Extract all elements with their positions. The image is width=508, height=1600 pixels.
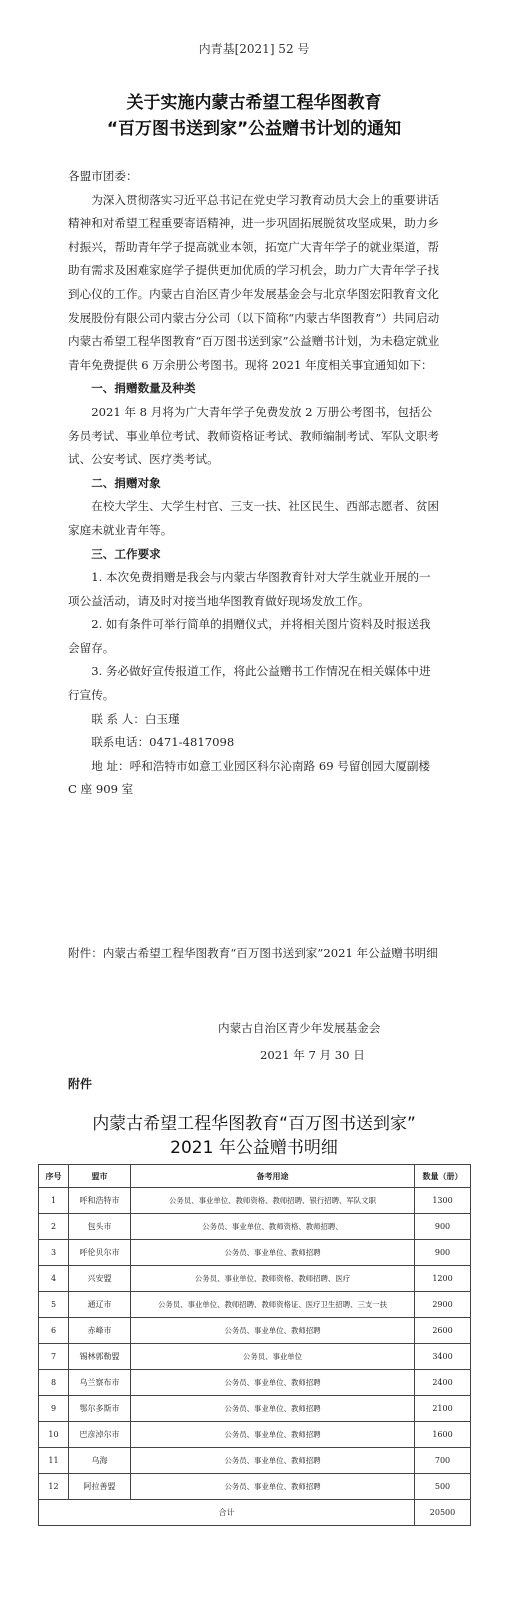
requirement-3: 3. 务必做好宣传报道工作，将此公益赠书工作情况在相关媒体中进行宣传。 [68, 664, 431, 703]
row-city: 乌兰察布市 [69, 1370, 131, 1396]
row-usage: 公务员、事业单位 [131, 1344, 415, 1370]
row-usage: 公务员、事业单位、教师资格、教师招聘、 [131, 1214, 415, 1240]
row-city: 呼和浩特市 [69, 1188, 131, 1214]
intro-paragraph: 为深入贯彻落实习近平总书记在党史学习教育动员大会上的重要讲话精神和对希望工程重要寄语精神，进一步巩固拓展脱贫攻坚成果，助力乡村振兴，帮助青年学子提高就业本领，拓宽广大青年学子的就业渠道，帮助有需求及困难家庭学子提供更加优质的学习机会，助力广大青年学子找到心仪的工作。内蒙古自治区青少年发展基金会与北京华图宏阳教育文化发展股份有限公司内蒙古分公司（以下简称“内蒙古华图教育”）共同启动内蒙古希望工程华图教育“百万图书送到家”公益赠书计划，为未稳定就业青年免费提供 6 万余册公考图书。现将 2021 年度相关事宜通知如下： [68, 192, 440, 372]
column-header-index: 序号 [39, 1165, 69, 1188]
row-quantity: 1200 [415, 1266, 471, 1292]
table-row [39, 1188, 471, 1214]
table-row [39, 1240, 471, 1266]
table-row [39, 1474, 471, 1500]
table-row [39, 1292, 471, 1318]
row-index: 5 [39, 1292, 69, 1318]
row-city: 兴安盟 [69, 1266, 131, 1292]
table-row [39, 1266, 471, 1292]
row-index: 12 [39, 1474, 69, 1500]
table-total-row [39, 1500, 471, 1526]
table-row [39, 1396, 471, 1422]
section-heading-requirements: 三、工作要求 [91, 546, 161, 561]
table-row [39, 1318, 471, 1344]
row-quantity: 900 [415, 1240, 471, 1266]
contact-phone: 联系电话：0471-4817098 [91, 735, 235, 750]
row-usage: 公务员、事业单位、教师招聘 [131, 1422, 415, 1448]
row-city: 呼伦贝尔市 [69, 1240, 131, 1266]
row-index: 9 [39, 1396, 69, 1422]
table-row [39, 1448, 471, 1474]
row-quantity: 2600 [415, 1318, 471, 1344]
column-header-quantity: 数量（册） [415, 1165, 471, 1188]
row-quantity: 900 [415, 1214, 471, 1240]
notice-title [0, 90, 508, 142]
notice-title-line2: “百万图书送到家”公益赠书计划的通知 [106, 119, 402, 139]
contact-address: 地 址：呼和浩特市如意工业园区科尔沁南路 69 号留创园大厦副楼 C 座 909 室 [68, 758, 431, 797]
table-row [39, 1214, 471, 1240]
requirement-1: 1. 本次免费捐赠是我会与内蒙古华图教育针对大学生就业开展的一项公益活动，请及时对接当地华图教育做好现场发放工作。 [68, 570, 431, 608]
notice-title-line1: 关于实施内蒙古希望工程华图教育 [126, 93, 382, 113]
row-quantity: 1300 [415, 1188, 471, 1214]
contact-person: 联 系 人：白玉瑾 [91, 711, 180, 726]
table-row [39, 1344, 471, 1370]
attachment-label: 附件 [68, 1077, 93, 1091]
salutation: 各盟市团委： [68, 169, 138, 183]
table-row [39, 1422, 471, 1448]
detail-title-line1: 内蒙古希望工程华图教育“百万图书送到家” [92, 1114, 416, 1134]
row-quantity: 2400 [415, 1370, 471, 1396]
row-usage: 公务员、事业单位、教师资格、教师招聘、银行招聘、军队文职 [131, 1188, 415, 1214]
document-number: 内青基[2021] 52 号 [198, 42, 310, 56]
total-value: 20500 [415, 1500, 471, 1526]
row-index: 6 [39, 1318, 69, 1344]
column-header-usage: 备考用途 [131, 1165, 415, 1188]
row-city: 鄂尔多斯市 [69, 1396, 131, 1422]
row-usage: 公务员、事业单位、教师招聘 [131, 1370, 415, 1396]
row-city: 通辽市 [69, 1292, 131, 1318]
row-city: 赤峰市 [69, 1318, 131, 1344]
row-index: 10 [39, 1422, 69, 1448]
row-index: 2 [39, 1214, 69, 1240]
row-city: 巴彦淖尔市 [69, 1422, 131, 1448]
row-index: 4 [39, 1266, 69, 1292]
row-quantity: 2100 [415, 1396, 471, 1422]
attachment-reference: 附件：内蒙古希望工程华图教育“百万图书送到家”2021 年公益赠书明细 [68, 946, 438, 960]
section-text-quantity: 2021 年 8 月将为广大青年学子免费发放 2 万册公考图书，包括公务员考试、事业单位考试、教师资格证考试、教师编制考试、军队文职考试、公安考试、医疗类考试。 [68, 404, 440, 467]
requirement-2: 2. 如有条件可举行简单的捐赠仪式，并将相关图片资料及时报送我会留存。 [68, 617, 431, 655]
row-quantity: 3400 [415, 1344, 471, 1370]
table-row [39, 1370, 471, 1396]
row-index: 3 [39, 1240, 69, 1266]
row-quantity: 2900 [415, 1292, 471, 1318]
signature-organization: 内蒙古自治区青少年发展基金会 [218, 1021, 381, 1035]
detail-title-line2: 2021 年公益赠书明细 [170, 1138, 338, 1158]
section-text-recipients: 在校大学生、大学生村官、三支一扶、社区民生、西部志愿者、贫困家庭未就业青年等。 [68, 499, 440, 537]
row-usage: 公务员、事业单位、教师招聘 [131, 1240, 415, 1266]
row-city: 包头市 [69, 1214, 131, 1240]
donation-detail-table [38, 1164, 471, 1526]
total-label: 合计 [39, 1500, 415, 1526]
row-quantity: 500 [415, 1474, 471, 1500]
row-city: 锡林郭勒盟 [69, 1344, 131, 1370]
row-index: 8 [39, 1370, 69, 1396]
row-city: 乌海 [69, 1448, 131, 1474]
column-header-city: 盟市 [69, 1165, 131, 1188]
row-quantity: 700 [415, 1448, 471, 1474]
letter-body [68, 165, 440, 802]
row-usage: 公务员、事业单位、教师招聘 [131, 1474, 415, 1500]
row-city: 阿拉善盟 [69, 1474, 131, 1500]
signature-date: 2021 年 7 月 30 日 [260, 1048, 365, 1062]
row-usage: 公务员、事业单位、教师招聘、教师资格证、医疗卫生招聘、三支一扶 [131, 1292, 415, 1318]
row-quantity: 1600 [415, 1422, 471, 1448]
table-header-row [39, 1165, 471, 1188]
row-index: 7 [39, 1344, 69, 1370]
row-index: 11 [39, 1448, 69, 1474]
attachment-note [68, 942, 440, 966]
row-usage: 公务员、事业单位、教师招聘 [131, 1448, 415, 1474]
row-index: 1 [39, 1188, 69, 1214]
row-usage: 公务员、事业单位、教师招聘 [131, 1396, 415, 1422]
section-heading-recipients: 二、捐赠对象 [91, 475, 161, 490]
row-usage: 公务员、事业单位、教师资格、教师招聘、医疗 [131, 1266, 415, 1292]
section-heading-quantity: 一、捐赠数量及种类 [91, 381, 196, 396]
row-usage: 公务员、事业单位、教师招聘 [131, 1318, 415, 1344]
